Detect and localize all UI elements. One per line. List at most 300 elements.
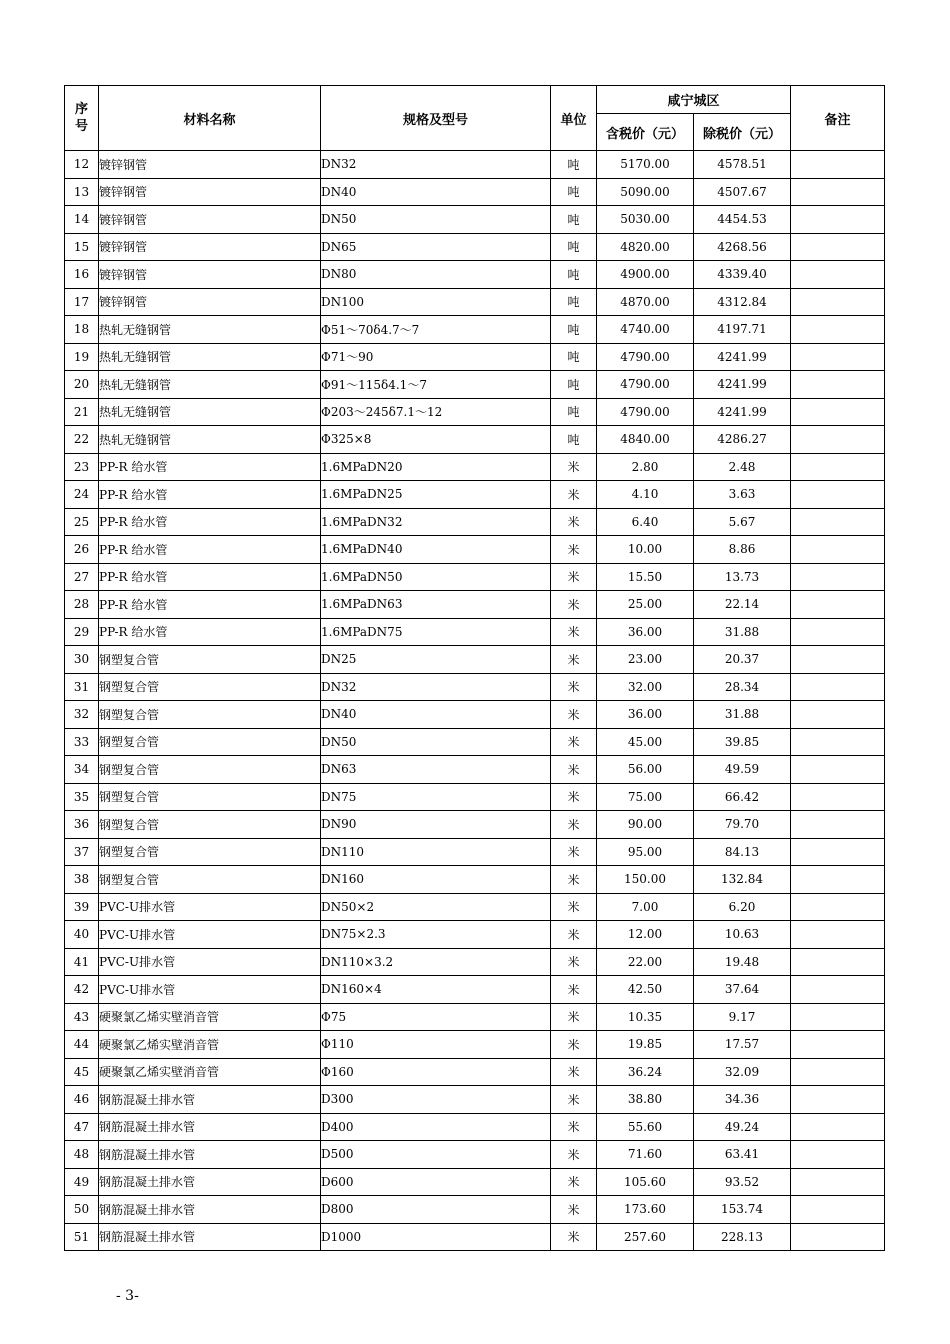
cell-material-name: 热轧无缝钢管 — [99, 398, 321, 426]
cell-spec: Φ75 — [321, 1003, 551, 1031]
cell-remark — [791, 426, 885, 454]
cell-price-with-tax: 150.00 — [597, 866, 694, 894]
cell-material-name: 热轧无缝钢管 — [99, 343, 321, 371]
cell-price-with-tax: 36.00 — [597, 618, 694, 646]
cell-material-name: 镀锌钢管 — [99, 178, 321, 206]
cell-price-with-tax: 19.85 — [597, 1031, 694, 1059]
cell-price-without-tax: 17.57 — [694, 1031, 791, 1059]
cell-unit: 米 — [551, 536, 597, 564]
cell-unit: 米 — [551, 948, 597, 976]
cell-seq: 42 — [65, 976, 99, 1004]
cell-seq: 46 — [65, 1086, 99, 1114]
cell-price-without-tax: 4312.84 — [694, 288, 791, 316]
cell-seq: 15 — [65, 233, 99, 261]
cell-price-with-tax: 4820.00 — [597, 233, 694, 261]
cell-unit: 米 — [551, 646, 597, 674]
table-row — [65, 1003, 885, 1031]
cell-spec: D300 — [321, 1086, 551, 1114]
cell-spec: DN40 — [321, 701, 551, 729]
cell-spec: DN110×3.2 — [321, 948, 551, 976]
cell-seq: 27 — [65, 563, 99, 591]
table-row — [65, 288, 885, 316]
cell-seq: 34 — [65, 756, 99, 784]
cell-price-without-tax: 132.84 — [694, 866, 791, 894]
cell-price-without-tax: 153.74 — [694, 1196, 791, 1224]
header-name: 材料名称 — [99, 86, 321, 151]
cell-remark — [791, 1058, 885, 1086]
cell-material-name: 硬聚氯乙烯实壁消音管 — [99, 1003, 321, 1031]
cell-seq: 44 — [65, 1031, 99, 1059]
table-row — [65, 1113, 885, 1141]
cell-remark — [791, 453, 885, 481]
cell-unit: 米 — [551, 453, 597, 481]
cell-spec: DN65 — [321, 233, 551, 261]
cell-price-with-tax: 25.00 — [597, 591, 694, 619]
cell-price-without-tax: 93.52 — [694, 1168, 791, 1196]
cell-remark — [791, 1223, 885, 1251]
cell-spec: DN100 — [321, 288, 551, 316]
cell-unit: 吨 — [551, 151, 597, 179]
cell-spec: 1.6MPaDN75 — [321, 618, 551, 646]
cell-seq: 22 — [65, 426, 99, 454]
cell-price-without-tax: 13.73 — [694, 563, 791, 591]
cell-price-without-tax: 4241.99 — [694, 343, 791, 371]
cell-material-name: PVC-U排水管 — [99, 976, 321, 1004]
cell-unit: 米 — [551, 1086, 597, 1114]
cell-remark — [791, 536, 885, 564]
cell-spec: Φ203～245δ7.1～12 — [321, 398, 551, 426]
cell-spec: 1.6MPaDN32 — [321, 508, 551, 536]
table-row — [65, 508, 885, 536]
header-seq-line1: 序 — [74, 102, 88, 117]
cell-price-without-tax: 4197.71 — [694, 316, 791, 344]
cell-price-without-tax: 31.88 — [694, 701, 791, 729]
cell-seq: 13 — [65, 178, 99, 206]
cell-material-name: 热轧无缝钢管 — [99, 371, 321, 399]
cell-remark — [791, 1086, 885, 1114]
cell-seq: 51 — [65, 1223, 99, 1251]
cell-seq: 21 — [65, 398, 99, 426]
cell-spec: DN32 — [321, 151, 551, 179]
cell-spec: Φ51～70δ4.7～7 — [321, 316, 551, 344]
cell-seq: 45 — [65, 1058, 99, 1086]
table-row — [65, 921, 885, 949]
cell-unit: 米 — [551, 1003, 597, 1031]
cell-spec: D1000 — [321, 1223, 551, 1251]
cell-price-with-tax: 90.00 — [597, 811, 694, 839]
cell-remark — [791, 591, 885, 619]
cell-price-with-tax: 5030.00 — [597, 206, 694, 234]
cell-price-with-tax: 4790.00 — [597, 371, 694, 399]
cell-material-name: 钢筋混凝土排水管 — [99, 1113, 321, 1141]
table-row — [65, 453, 885, 481]
cell-price-with-tax: 4790.00 — [597, 398, 694, 426]
cell-unit: 米 — [551, 481, 597, 509]
table-row — [65, 316, 885, 344]
cell-spec: 1.6MPaDN50 — [321, 563, 551, 591]
cell-seq: 41 — [65, 948, 99, 976]
table-row — [65, 893, 885, 921]
cell-material-name: 钢塑复合管 — [99, 838, 321, 866]
table-row — [65, 976, 885, 1004]
cell-remark — [791, 288, 885, 316]
cell-remark — [791, 948, 885, 976]
cell-seq: 23 — [65, 453, 99, 481]
cell-material-name: PP-R 给水管 — [99, 508, 321, 536]
header-remark: 备注 — [791, 86, 885, 151]
cell-price-without-tax: 4507.67 — [694, 178, 791, 206]
cell-price-without-tax: 8.86 — [694, 536, 791, 564]
cell-unit: 米 — [551, 921, 597, 949]
cell-price-without-tax: 34.36 — [694, 1086, 791, 1114]
cell-remark — [791, 508, 885, 536]
cell-remark — [791, 866, 885, 894]
cell-unit: 米 — [551, 756, 597, 784]
cell-unit: 米 — [551, 1058, 597, 1086]
cell-spec: DN50×2 — [321, 893, 551, 921]
table-row — [65, 866, 885, 894]
cell-unit: 米 — [551, 783, 597, 811]
cell-unit: 米 — [551, 508, 597, 536]
table-row — [65, 1196, 885, 1224]
cell-price-without-tax: 4241.99 — [694, 398, 791, 426]
cell-price-with-tax: 4790.00 — [597, 343, 694, 371]
cell-price-without-tax: 9.17 — [694, 1003, 791, 1031]
cell-material-name: 钢筋混凝土排水管 — [99, 1196, 321, 1224]
cell-remark — [791, 481, 885, 509]
table-row — [65, 783, 885, 811]
header-unit: 单位 — [551, 86, 597, 151]
header-row — [65, 86, 885, 114]
table-row — [65, 591, 885, 619]
cell-price-with-tax: 4870.00 — [597, 288, 694, 316]
cell-seq: 16 — [65, 261, 99, 289]
cell-material-name: 钢筋混凝土排水管 — [99, 1086, 321, 1114]
cell-price-without-tax: 4578.51 — [694, 151, 791, 179]
table-row — [65, 1141, 885, 1169]
cell-remark — [791, 151, 885, 179]
cell-remark — [791, 756, 885, 784]
cell-seq: 20 — [65, 371, 99, 399]
cell-spec: DN75×2.3 — [321, 921, 551, 949]
cell-unit: 吨 — [551, 288, 597, 316]
cell-price-without-tax: 66.42 — [694, 783, 791, 811]
cell-price-with-tax: 32.00 — [597, 673, 694, 701]
cell-spec: Φ91～115δ4.1～7 — [321, 371, 551, 399]
cell-price-without-tax: 49.24 — [694, 1113, 791, 1141]
cell-price-without-tax: 37.64 — [694, 976, 791, 1004]
table-row — [65, 756, 885, 784]
cell-price-without-tax: 228.13 — [694, 1223, 791, 1251]
cell-price-with-tax: 42.50 — [597, 976, 694, 1004]
cell-price-without-tax: 3.63 — [694, 481, 791, 509]
cell-seq: 26 — [65, 536, 99, 564]
cell-spec: D500 — [321, 1141, 551, 1169]
cell-price-with-tax: 5090.00 — [597, 178, 694, 206]
cell-seq: 24 — [65, 481, 99, 509]
cell-unit: 吨 — [551, 261, 597, 289]
cell-remark — [791, 838, 885, 866]
table-row — [65, 233, 885, 261]
cell-price-with-tax: 5170.00 — [597, 151, 694, 179]
cell-spec: 1.6MPaDN63 — [321, 591, 551, 619]
cell-material-name: 钢筋混凝土排水管 — [99, 1141, 321, 1169]
cell-remark — [791, 976, 885, 1004]
table-row — [65, 398, 885, 426]
cell-spec: Φ110 — [321, 1031, 551, 1059]
table-row — [65, 1031, 885, 1059]
table-row — [65, 618, 885, 646]
cell-unit: 米 — [551, 1223, 597, 1251]
cell-seq: 35 — [65, 783, 99, 811]
cell-remark — [791, 371, 885, 399]
cell-seq: 48 — [65, 1141, 99, 1169]
cell-spec: DN50 — [321, 206, 551, 234]
cell-remark — [791, 1141, 885, 1169]
cell-spec: DN90 — [321, 811, 551, 839]
cell-price-without-tax: 4286.27 — [694, 426, 791, 454]
cell-price-with-tax: 173.60 — [597, 1196, 694, 1224]
header-region: 咸宁城区 — [597, 86, 791, 114]
table-row — [65, 1058, 885, 1086]
table-row — [65, 1086, 885, 1114]
table-row — [65, 838, 885, 866]
cell-material-name: 镀锌钢管 — [99, 151, 321, 179]
cell-material-name: 钢塑复合管 — [99, 646, 321, 674]
cell-seq: 39 — [65, 893, 99, 921]
cell-price-without-tax: 28.34 — [694, 673, 791, 701]
cell-price-with-tax: 75.00 — [597, 783, 694, 811]
table-row — [65, 673, 885, 701]
cell-price-with-tax: 4740.00 — [597, 316, 694, 344]
table-row — [65, 261, 885, 289]
cell-material-name: 钢塑复合管 — [99, 811, 321, 839]
cell-material-name: 镀锌钢管 — [99, 233, 321, 261]
cell-remark — [791, 811, 885, 839]
cell-spec: Φ71～90 — [321, 343, 551, 371]
cell-material-name: 镀锌钢管 — [99, 206, 321, 234]
cell-price-with-tax: 10.00 — [597, 536, 694, 564]
cell-unit: 米 — [551, 811, 597, 839]
cell-remark — [791, 646, 885, 674]
table-row — [65, 151, 885, 179]
cell-remark — [791, 343, 885, 371]
cell-seq: 36 — [65, 811, 99, 839]
table-row — [65, 646, 885, 674]
cell-material-name: 钢塑复合管 — [99, 701, 321, 729]
cell-price-without-tax: 5.67 — [694, 508, 791, 536]
cell-spec: DN160×4 — [321, 976, 551, 1004]
cell-unit: 米 — [551, 976, 597, 1004]
cell-seq: 33 — [65, 728, 99, 756]
cell-price-without-tax: 6.20 — [694, 893, 791, 921]
cell-material-name: 硬聚氯乙烯实壁消音管 — [99, 1031, 321, 1059]
cell-spec: D800 — [321, 1196, 551, 1224]
cell-unit: 米 — [551, 1196, 597, 1224]
cell-spec: 1.6MPaDN20 — [321, 453, 551, 481]
cell-material-name: PP-R 给水管 — [99, 563, 321, 591]
cell-seq: 17 — [65, 288, 99, 316]
cell-unit: 米 — [551, 866, 597, 894]
cell-spec: D400 — [321, 1113, 551, 1141]
cell-seq: 38 — [65, 866, 99, 894]
cell-material-name: 硬聚氯乙烯实壁消音管 — [99, 1058, 321, 1086]
cell-price-without-tax: 31.88 — [694, 618, 791, 646]
cell-material-name: 钢筋混凝土排水管 — [99, 1168, 321, 1196]
cell-unit: 米 — [551, 728, 597, 756]
cell-unit: 米 — [551, 673, 597, 701]
cell-price-with-tax: 71.60 — [597, 1141, 694, 1169]
cell-unit: 米 — [551, 893, 597, 921]
cell-price-with-tax: 38.80 — [597, 1086, 694, 1114]
cell-material-name: PP-R 给水管 — [99, 591, 321, 619]
cell-price-without-tax: 19.48 — [694, 948, 791, 976]
cell-spec: DN160 — [321, 866, 551, 894]
cell-price-with-tax: 10.35 — [597, 1003, 694, 1031]
cell-price-with-tax: 15.50 — [597, 563, 694, 591]
cell-material-name: 钢筋混凝土排水管 — [99, 1223, 321, 1251]
cell-seq: 12 — [65, 151, 99, 179]
cell-price-with-tax: 55.60 — [597, 1113, 694, 1141]
cell-price-without-tax: 4241.99 — [694, 371, 791, 399]
cell-remark — [791, 1196, 885, 1224]
cell-spec: DN80 — [321, 261, 551, 289]
cell-seq: 50 — [65, 1196, 99, 1224]
cell-material-name: 钢塑复合管 — [99, 756, 321, 784]
price-table — [64, 85, 885, 1251]
cell-unit: 吨 — [551, 316, 597, 344]
cell-price-with-tax: 105.60 — [597, 1168, 694, 1196]
cell-price-without-tax: 4268.56 — [694, 233, 791, 261]
cell-unit: 米 — [551, 701, 597, 729]
cell-unit: 吨 — [551, 398, 597, 426]
cell-price-without-tax: 39.85 — [694, 728, 791, 756]
cell-seq: 47 — [65, 1113, 99, 1141]
cell-price-without-tax: 32.09 — [694, 1058, 791, 1086]
cell-price-with-tax: 4840.00 — [597, 426, 694, 454]
cell-price-without-tax: 79.70 — [694, 811, 791, 839]
header-price-with-tax: 含税价（元） — [597, 114, 694, 151]
table-row — [65, 536, 885, 564]
cell-remark — [791, 893, 885, 921]
cell-spec: 1.6MPaDN25 — [321, 481, 551, 509]
cell-seq: 19 — [65, 343, 99, 371]
table-body — [65, 151, 885, 1251]
page-number: - 3- — [116, 1288, 139, 1304]
cell-remark — [791, 673, 885, 701]
cell-price-without-tax: 22.14 — [694, 591, 791, 619]
cell-material-name: PP-R 给水管 — [99, 618, 321, 646]
table-row — [65, 701, 885, 729]
table-row — [65, 371, 885, 399]
cell-material-name: 热轧无缝钢管 — [99, 426, 321, 454]
cell-price-without-tax: 4454.53 — [694, 206, 791, 234]
cell-unit: 米 — [551, 591, 597, 619]
cell-price-with-tax: 45.00 — [597, 728, 694, 756]
cell-remark — [791, 233, 885, 261]
header-seq-line2: 号 — [74, 119, 88, 134]
cell-unit: 米 — [551, 618, 597, 646]
table-row — [65, 206, 885, 234]
cell-price-without-tax: 49.59 — [694, 756, 791, 784]
cell-unit: 米 — [551, 1141, 597, 1169]
table-row — [65, 481, 885, 509]
cell-spec: DN40 — [321, 178, 551, 206]
cell-spec: D600 — [321, 1168, 551, 1196]
cell-seq: 31 — [65, 673, 99, 701]
cell-spec: DN50 — [321, 728, 551, 756]
cell-spec: DN110 — [321, 838, 551, 866]
cell-remark — [791, 261, 885, 289]
cell-remark — [791, 398, 885, 426]
table-row — [65, 178, 885, 206]
table-row — [65, 1223, 885, 1251]
cell-material-name: 镀锌钢管 — [99, 261, 321, 289]
cell-seq: 37 — [65, 838, 99, 866]
cell-price-without-tax: 4339.40 — [694, 261, 791, 289]
header-spec: 规格及型号 — [321, 86, 551, 151]
cell-unit: 吨 — [551, 233, 597, 261]
cell-spec: DN32 — [321, 673, 551, 701]
cell-remark — [791, 618, 885, 646]
cell-unit: 吨 — [551, 371, 597, 399]
cell-price-without-tax: 84.13 — [694, 838, 791, 866]
cell-seq: 32 — [65, 701, 99, 729]
cell-seq: 40 — [65, 921, 99, 949]
cell-seq: 28 — [65, 591, 99, 619]
cell-material-name: PVC-U排水管 — [99, 948, 321, 976]
cell-price-with-tax: 6.40 — [597, 508, 694, 536]
cell-material-name: 钢塑复合管 — [99, 673, 321, 701]
cell-unit: 吨 — [551, 426, 597, 454]
cell-price-with-tax: 4.10 — [597, 481, 694, 509]
cell-unit: 米 — [551, 1168, 597, 1196]
cell-material-name: PP-R 给水管 — [99, 481, 321, 509]
cell-price-with-tax: 4900.00 — [597, 261, 694, 289]
cell-price-without-tax: 63.41 — [694, 1141, 791, 1169]
cell-material-name: PVC-U排水管 — [99, 893, 321, 921]
table-row — [65, 426, 885, 454]
cell-remark — [791, 1113, 885, 1141]
cell-unit: 米 — [551, 1031, 597, 1059]
cell-spec: Φ160 — [321, 1058, 551, 1086]
cell-seq: 30 — [65, 646, 99, 674]
cell-seq: 25 — [65, 508, 99, 536]
cell-unit: 吨 — [551, 178, 597, 206]
cell-remark — [791, 178, 885, 206]
cell-spec: Φ325×8 — [321, 426, 551, 454]
cell-unit: 吨 — [551, 343, 597, 371]
cell-material-name: 镀锌钢管 — [99, 288, 321, 316]
cell-material-name: 钢塑复合管 — [99, 783, 321, 811]
cell-spec: DN63 — [321, 756, 551, 784]
cell-price-with-tax: 7.00 — [597, 893, 694, 921]
table-row — [65, 1168, 885, 1196]
table-row — [65, 948, 885, 976]
cell-price-with-tax: 36.24 — [597, 1058, 694, 1086]
cell-material-name: PP-R 给水管 — [99, 536, 321, 564]
cell-unit: 吨 — [551, 206, 597, 234]
cell-remark — [791, 728, 885, 756]
cell-price-with-tax: 12.00 — [597, 921, 694, 949]
cell-remark — [791, 701, 885, 729]
cell-remark — [791, 1031, 885, 1059]
cell-price-without-tax: 20.37 — [694, 646, 791, 674]
cell-spec: DN25 — [321, 646, 551, 674]
cell-price-with-tax: 36.00 — [597, 701, 694, 729]
cell-material-name: 钢塑复合管 — [99, 728, 321, 756]
cell-spec: DN75 — [321, 783, 551, 811]
